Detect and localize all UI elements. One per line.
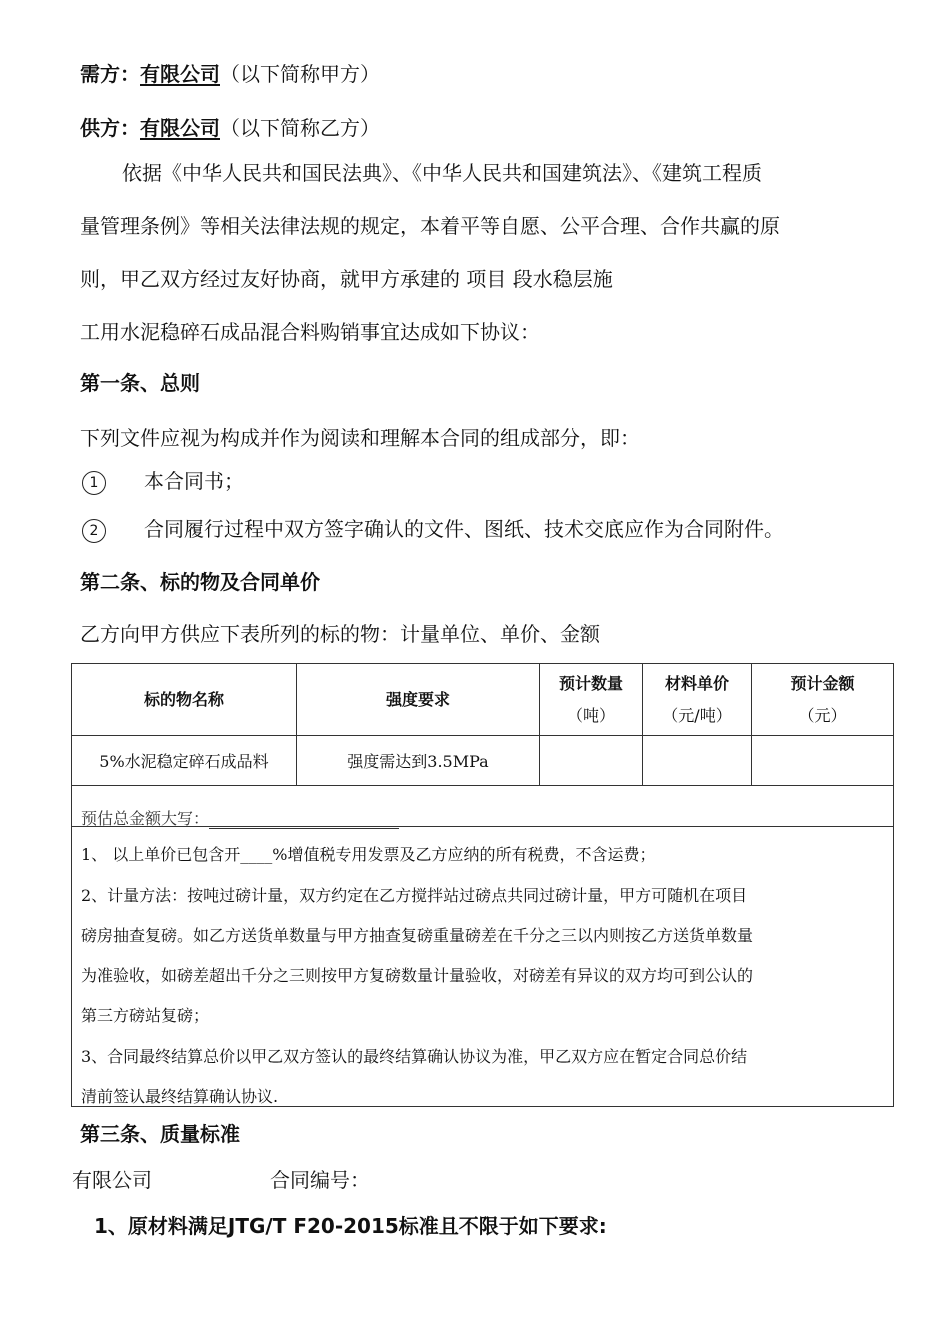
article3-title: 第三条、质量标准 xyxy=(80,1122,240,1146)
article1-item-1 xyxy=(82,465,244,495)
intro-line-1: 依据《中华人民共和国民法典》、《中华人民共和国建筑法》、《建筑工程质 xyxy=(122,161,762,185)
header-strength: 强度要求 xyxy=(297,664,540,736)
cell-item-name: 5%水泥稳定碎石成品料 xyxy=(72,736,297,786)
footer-company: 有限公司 xyxy=(72,1168,152,1192)
note-2d: 第三方磅站复磅； xyxy=(81,1006,210,1025)
seller-line xyxy=(80,112,380,141)
intro-line-2: 量管理条例》等相关法律法规的规定，本着平等自愿、公平合理、合作共赢的原 xyxy=(80,214,780,238)
note-3a: 3、合同最终结算总价以甲乙双方签认的最终结算确认协议为准，甲乙双方应在暂定合同总价结 xyxy=(81,1047,748,1066)
note-2c: 为准验收，如磅差超出千分之三则按甲方复磅数量计量验收，对磅差有异议的双方均可到公认的 xyxy=(81,966,754,985)
article2-lead: 乙方向甲方供应下表所列的标的物：计量单位、单价、金额 xyxy=(80,622,600,646)
article1-title: 第一条、总则 xyxy=(80,371,200,395)
header-quantity: 预计数量 （吨） xyxy=(540,664,643,736)
footer-contract-no: 合同编号： xyxy=(270,1168,370,1192)
header-unit-price: 材料单价 （元/吨） xyxy=(643,664,752,736)
article1-item-2-text: 合同履行过程中双方签字确认的文件、图纸、技术交底应作为合同附件。 xyxy=(144,517,784,541)
notes-divider xyxy=(72,826,893,827)
buyer-line xyxy=(80,58,380,87)
seller-name: 有限公司 xyxy=(140,116,220,140)
buyer-note: （以下简称甲方） xyxy=(220,62,380,86)
note-2b: 磅房抽查复磅。如乙方送货单数量与甲方抽查复磅重量磅差在千分之三以内则按乙方送货单数量 xyxy=(81,926,754,945)
circled-number-2: 2 xyxy=(82,519,106,543)
quality-item-1: 1、原材料满足JTG/T F20-2015标准且不限于如下要求: xyxy=(94,1214,607,1238)
header-item-name: 标的物名称 xyxy=(72,664,297,736)
note-2a: 2、计量方法：按吨过磅计量，双方约定在乙方搅拌站过磅点共同过磅计量，甲方可随机在项目 xyxy=(81,886,748,905)
buyer-name: 有限公司 xyxy=(140,62,220,86)
table-header-row xyxy=(72,664,894,736)
seller-label: 供方： xyxy=(80,116,140,140)
intro-line-3: 则，甲乙双方经过友好协商，就甲方承建的 项目 段水稳层施 xyxy=(80,267,613,291)
article1-item-2 xyxy=(82,513,784,543)
buyer-label: 需方： xyxy=(80,62,140,86)
cell-unit-price xyxy=(643,736,752,786)
article1-lead: 下列文件应视为构成并作为阅读和理解本合同的组成部分，即： xyxy=(80,426,640,450)
seller-note: （以下简称乙方） xyxy=(220,116,380,140)
total-amount-label: 预估总金额大写： xyxy=(81,809,210,828)
article2-title: 第二条、标的物及合同单价 xyxy=(80,570,320,594)
price-table xyxy=(71,663,894,786)
note-3b: 清前签认最终结算确认协议. xyxy=(81,1087,279,1106)
circled-number-1: 1 xyxy=(82,471,106,495)
note-1: 1、 以上单价已包含开____%增值税专用发票及乙方应纳的所有税费，不含运费； xyxy=(81,845,656,864)
cell-amount xyxy=(752,736,894,786)
table-row xyxy=(72,736,894,786)
table-notes xyxy=(71,785,894,1107)
header-amount: 预计金额 （元） xyxy=(752,664,894,736)
intro-line-4: 工用水泥稳碎石成品混合料购销事宜达成如下协议： xyxy=(80,320,540,344)
article1-item-1-text: 本合同书； xyxy=(144,469,244,493)
cell-strength: 强度需达到3.5MPa xyxy=(297,736,540,786)
cell-quantity xyxy=(540,736,643,786)
